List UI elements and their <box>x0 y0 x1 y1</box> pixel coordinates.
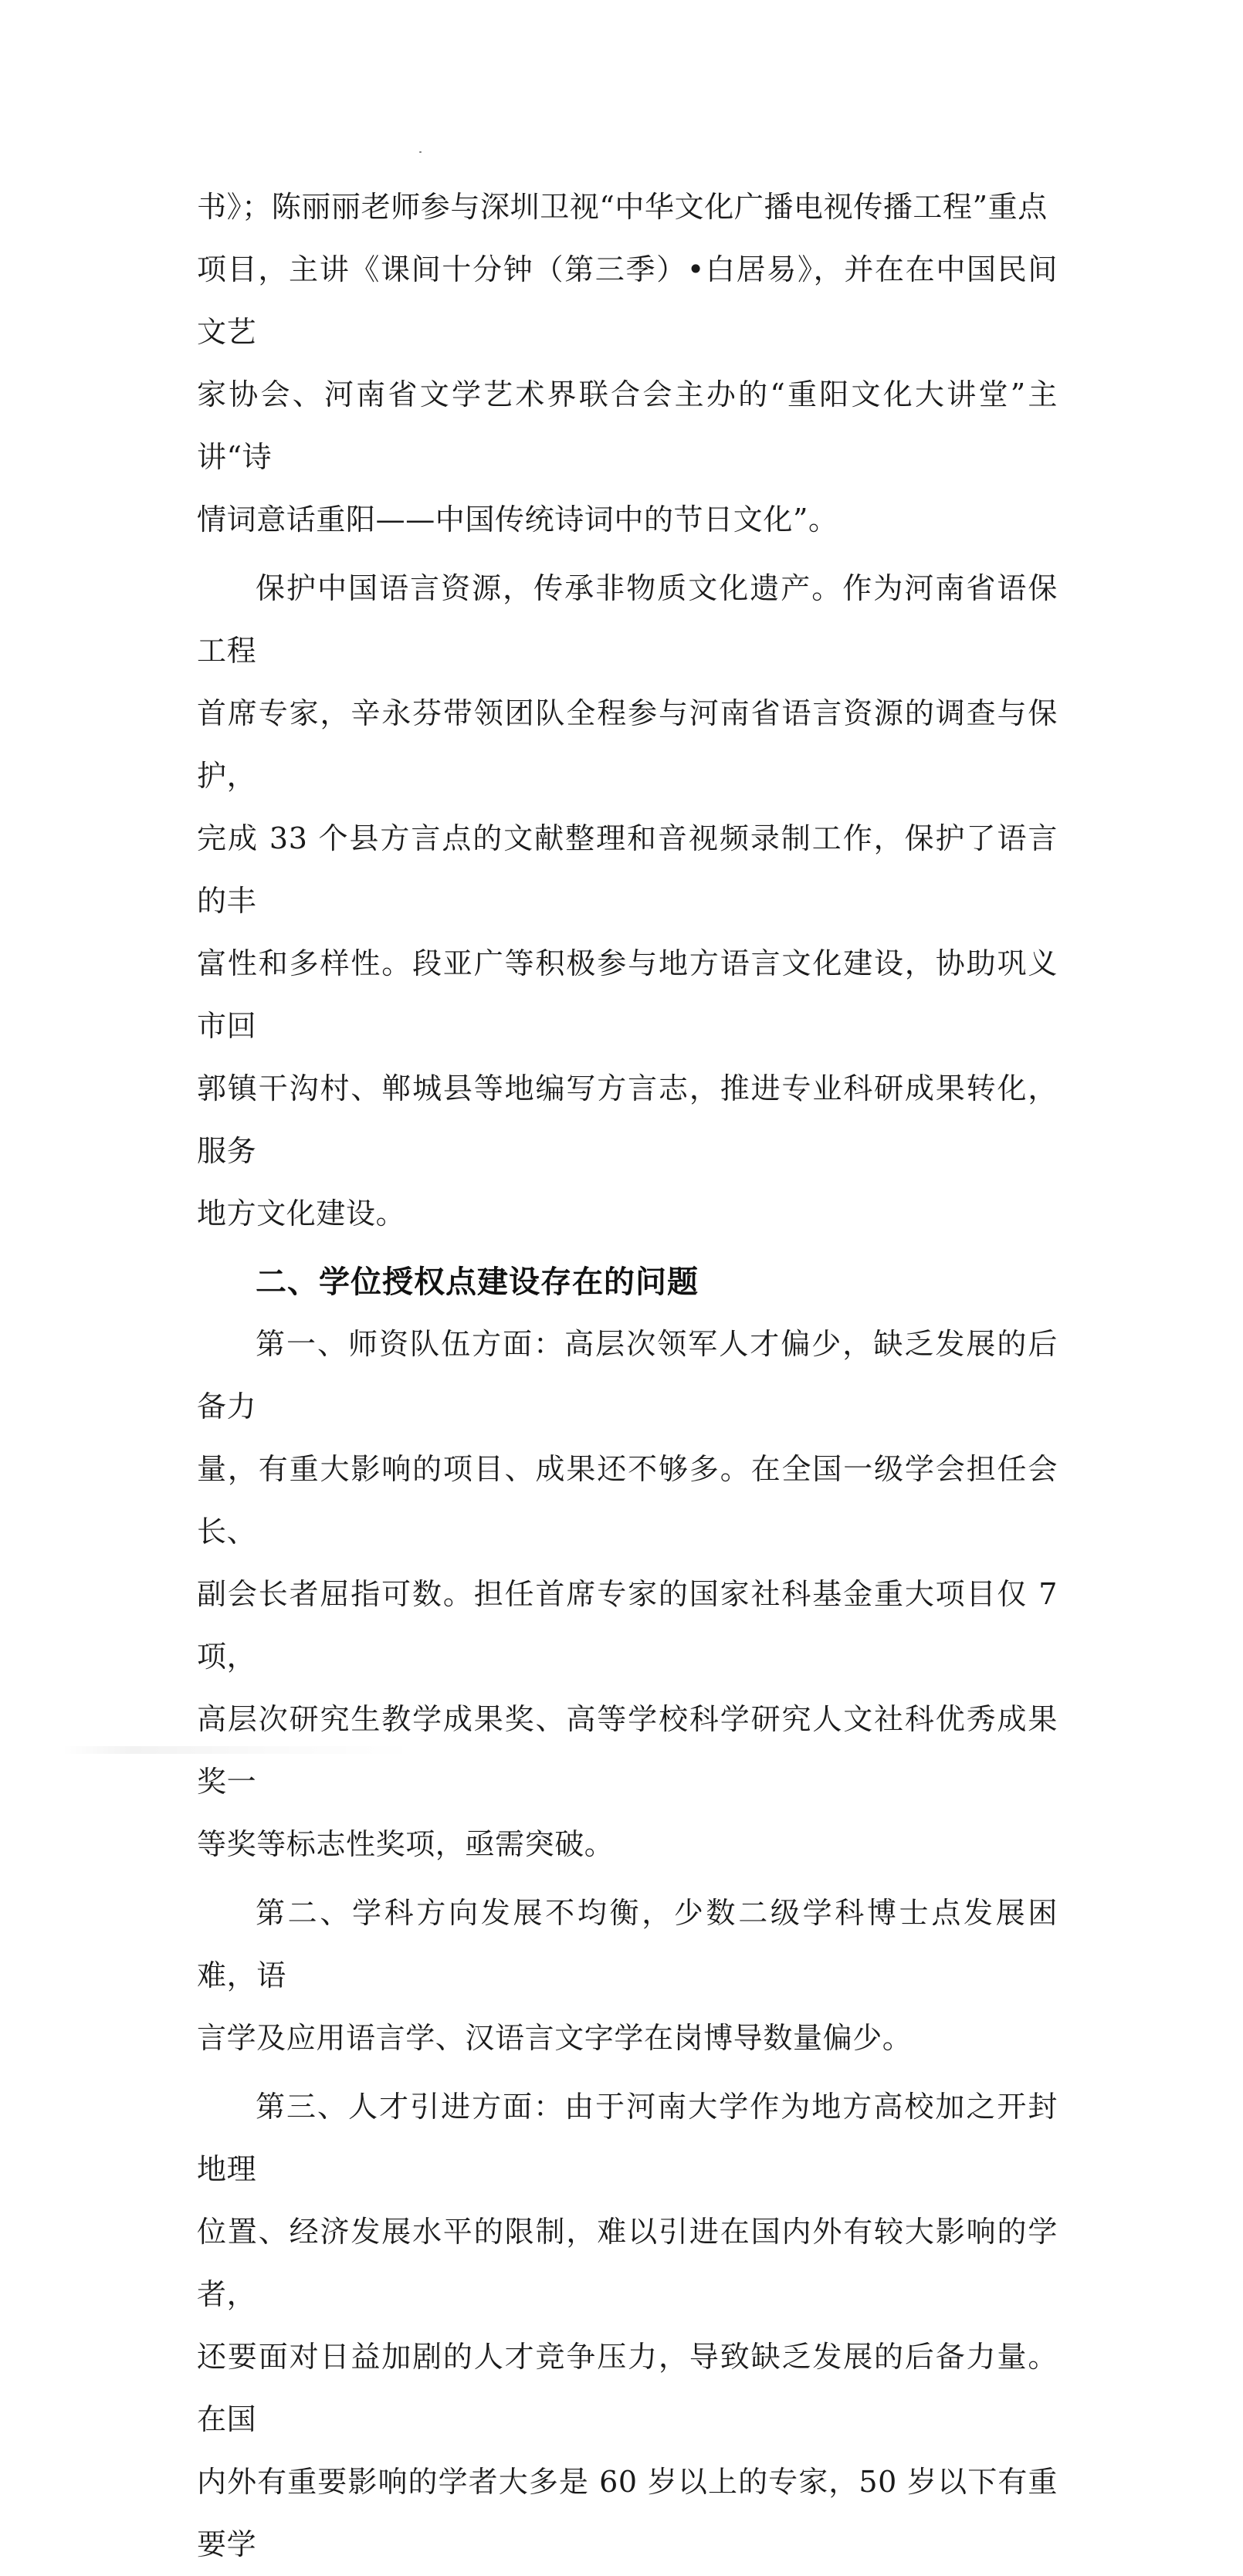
text-line: 地方文化建设。 <box>197 1197 406 1230</box>
paragraph-issue-talent <box>197 2076 1058 2576</box>
scan-smudge <box>62 1746 417 1754</box>
text-line: 内外有重要影响的学者大多是 60 岁以上的专家，50 岁以下有重要学 <box>197 2465 1058 2561</box>
text-line: 第二、学科方向发展不均衡，少数二级学科博士点发展困难，语 <box>197 1896 1058 1992</box>
text-line: 书》；陈丽丽老师参与深圳卫视“中华文化广播电视传播工程”重点 <box>197 190 1048 224</box>
text-line: 副会长者屈指可数。担任首席专家的国家社科基金重大项目仅 7 项， <box>197 1577 1058 1674</box>
paragraph-language-resources <box>197 557 1058 1245</box>
text-line: 量，有重大影响的项目、成果还不够多。在全国一级学会担任会长、 <box>197 1452 1058 1549</box>
text-line: 位置、经济发展水平的限制，难以引进在国内外有较大影响的学者， <box>197 2215 1058 2311</box>
text-line: 等奖等标志性奖项，亟需突破。 <box>197 1827 615 1861</box>
text-line: 第三、人才引进方面：由于河南大学作为地方高校加之开封地理 <box>197 2090 1058 2186</box>
text-line: 富性和多样性。段亚广等积极参与地方语言文化建设，协助巩义市回 <box>197 946 1058 1043</box>
text-line: 保护中国语言资源，传承非物质文化遗产。作为河南省语保工程 <box>197 571 1058 668</box>
scan-speck <box>419 151 422 153</box>
paragraph-issue-faculty <box>197 1313 1058 1876</box>
text-line: 郭镇干沟村、郸城县等地编写方言志，推进专业科研成果转化，服务 <box>197 1071 1058 1168</box>
section-heading: 二、学位授权点建设存在的问题 <box>256 1264 699 1300</box>
text-line: 首席专家，辛永芬带领团队全程参与河南省语言资源的调查与保护， <box>197 696 1058 793</box>
text-line: 高层次研究生教学成果奖、高等学校科学研究人文社科优秀成果奖一 <box>197 1702 1058 1799</box>
text-line: 言学及应用语言学、汉语言文字学在岗博导数量偏少。 <box>197 2021 913 2055</box>
paragraph-issue-discipline <box>197 1882 1058 2070</box>
document-body <box>197 176 1058 2576</box>
text-line: 项目，主讲《课间十分钟（第三季）•白居易》，并在在中国民间文艺 <box>197 252 1058 349</box>
text-line: 第一、师资队伍方面：高层次领军人才偏少，缺乏发展的后备力 <box>197 1327 1058 1423</box>
paragraph-continuation <box>197 176 1058 551</box>
text-line: 完成 33 个县方言点的文献整理和音视频录制工作，保护了语言的丰 <box>197 821 1058 918</box>
text-line: 还要面对日益加剧的人才竞争压力，导致缺乏发展的后备力量。在国 <box>197 2340 1058 2436</box>
text-line: 情词意话重阳——中国传统诗词中的节日文化”。 <box>197 503 838 537</box>
text-line: 家协会、河南省文学艺术界联合会主办的“重阳文化大讲堂”主讲“诗 <box>197 377 1058 474</box>
